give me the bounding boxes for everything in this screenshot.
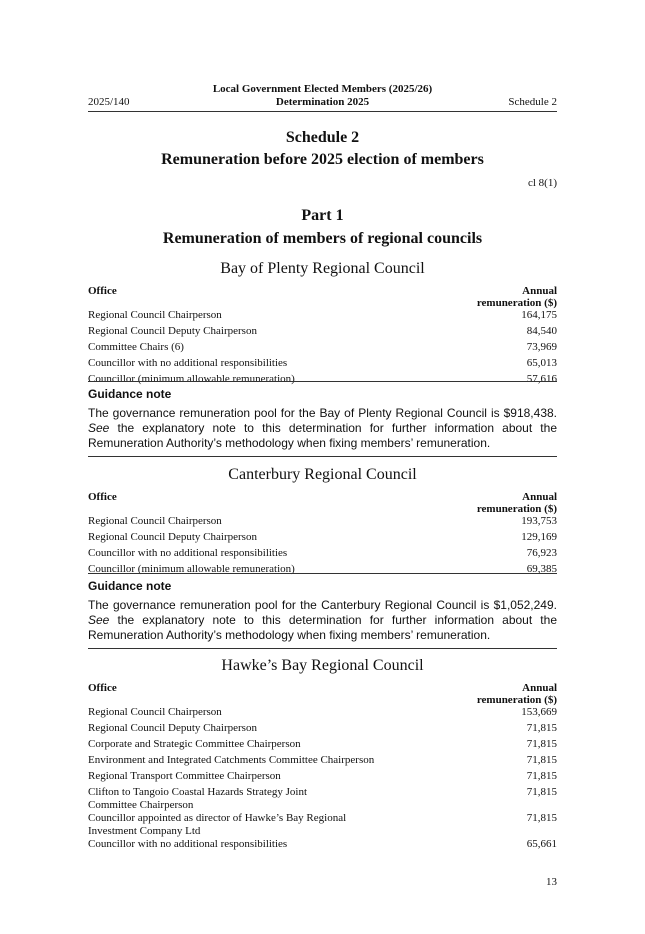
table-header-row (88, 682, 557, 706)
table-row (88, 357, 557, 373)
remuneration-table (88, 682, 557, 854)
office-cell: Corporate and Strategic Committee Chairperson (88, 738, 301, 750)
remuneration-table (88, 285, 557, 389)
header-title-line1: Local Government Elected Members (2025/26) (212, 83, 433, 95)
table-row (88, 547, 557, 563)
office-cell: Regional Council Deputy Chairperson (88, 722, 257, 734)
amount-cell: 193,753 (521, 515, 557, 527)
amount-cell: 57,616 (526, 373, 557, 385)
header-title-line2: Determination 2025 (275, 96, 370, 108)
table-header-row (88, 285, 557, 309)
clause-reference: cl 8(1) (527, 177, 557, 189)
running-header (88, 83, 557, 112)
office-cell: Councillor with no additional responsibilities (88, 357, 288, 369)
schedule-title: Schedule 2 (285, 129, 360, 146)
table-row (88, 309, 557, 325)
amount-cell: 71,815 (526, 770, 557, 782)
table-row (88, 838, 557, 854)
council-title: Canterbury Regional Council (228, 466, 417, 483)
amount-cell: 129,169 (521, 531, 557, 543)
amount-cell: 71,815 (526, 738, 557, 750)
remuneration-table (88, 491, 557, 579)
amount-cell: 71,815 (526, 722, 557, 734)
amount-cell: 153,669 (521, 706, 557, 718)
amount-cell: 71,815 (526, 812, 557, 824)
schedule-subtitle: Remuneration before 2025 election of members (161, 151, 484, 168)
office-cell: Councillor with no additional responsibilities (88, 547, 288, 559)
office-cell: Councillor (minimum allowable remuneration) (88, 563, 295, 575)
table-row (88, 341, 557, 357)
amount-cell: 73,969 (526, 341, 557, 353)
office-cell: Regional Council Chairperson (88, 309, 222, 321)
amount-cell: 69,385 (526, 563, 557, 575)
guidance-heading: Guidance note (88, 387, 172, 401)
office-cell: Regional Transport Committee Chairperson (88, 770, 281, 782)
office-cell: Councillor with no additional responsibilities (88, 838, 288, 850)
council-section-hawkes-bay (88, 656, 557, 854)
guidance-text-part2: the explanatory note to this determination for further information about the Remuneration Authority’s methodology when fixing members’ remuneration. (88, 421, 557, 450)
office-cell: Environment and Integrated Catchments Committee Chairperson (88, 754, 375, 766)
guidance-text (88, 598, 557, 643)
column-header-amount: Annual remuneration ($) (476, 491, 557, 515)
table-row (88, 786, 557, 812)
table-row (88, 515, 557, 531)
guidance-see: See (88, 613, 110, 627)
column-header-amount: Annual remuneration ($) (476, 682, 557, 706)
table-row (88, 706, 557, 722)
amount-cell: 71,815 (526, 786, 557, 798)
guidance-text-part2: the explanatory note to this determination for further information about the Remuneration Authority’s methodology when fixing members’ remuneration. (88, 613, 557, 642)
guidance-see: See (88, 421, 110, 435)
guidance-text (88, 406, 557, 451)
column-header-office: Office (88, 491, 117, 503)
table-row (88, 738, 557, 754)
council-section-canterbury (88, 465, 557, 579)
amount-cell: 65,661 (526, 838, 557, 850)
column-header-office: Office (88, 682, 117, 694)
amount-cell: 76,923 (526, 547, 557, 559)
office-cell: Clifton to Tangoio Coastal Hazards Strategy Joint Committee Chairperson (88, 786, 307, 811)
amount-cell: 71,815 (526, 754, 557, 766)
council-title: Hawke’s Bay Regional Council (221, 657, 424, 674)
header-schedule: Schedule 2 (508, 96, 557, 108)
guidance-note-bay-of-plenty (88, 381, 557, 457)
amount-cell: 65,013 (526, 357, 557, 369)
office-cell: Councillor (minimum allowable remuneration) (88, 373, 295, 385)
office-cell: Regional Council Deputy Chairperson (88, 531, 257, 543)
table-row (88, 770, 557, 786)
guidance-heading: Guidance note (88, 579, 172, 593)
office-cell: Regional Council Chairperson (88, 706, 222, 718)
header-title (88, 83, 557, 109)
office-cell: Regional Council Chairperson (88, 515, 222, 527)
guidance-text-part1: The governance remuneration pool for the Canterbury Regional Council is $1,052,249. (88, 598, 557, 612)
office-cell: Committee Chairs (6) (88, 341, 184, 353)
guidance-note-canterbury (88, 573, 557, 649)
part-subtitle: Remuneration of members of regional councils (162, 230, 483, 247)
column-header-office: Office (88, 285, 117, 297)
council-title: Bay of Plenty Regional Council (220, 260, 425, 277)
page-number: 13 (546, 876, 557, 888)
table-row (88, 754, 557, 770)
guidance-text-part1: The governance remuneration pool for the Bay of Plenty Regional Council is $918,438. (88, 406, 557, 420)
table-header-row (88, 491, 557, 515)
table-row (88, 812, 557, 838)
council-section-bay-of-plenty (88, 259, 557, 389)
amount-cell: 164,175 (521, 309, 557, 321)
table-row (88, 325, 557, 341)
amount-cell: 84,540 (526, 325, 557, 337)
office-cell: Councillor appointed as director of Hawke’s Bay Regional Investment Company Ltd (88, 812, 347, 837)
header-reference: 2025/140 (88, 96, 130, 108)
table-row (88, 722, 557, 738)
column-header-amount: Annual remuneration ($) (476, 285, 557, 309)
part-title: Part 1 (301, 207, 344, 224)
table-row (88, 531, 557, 547)
office-cell: Regional Council Deputy Chairperson (88, 325, 257, 337)
